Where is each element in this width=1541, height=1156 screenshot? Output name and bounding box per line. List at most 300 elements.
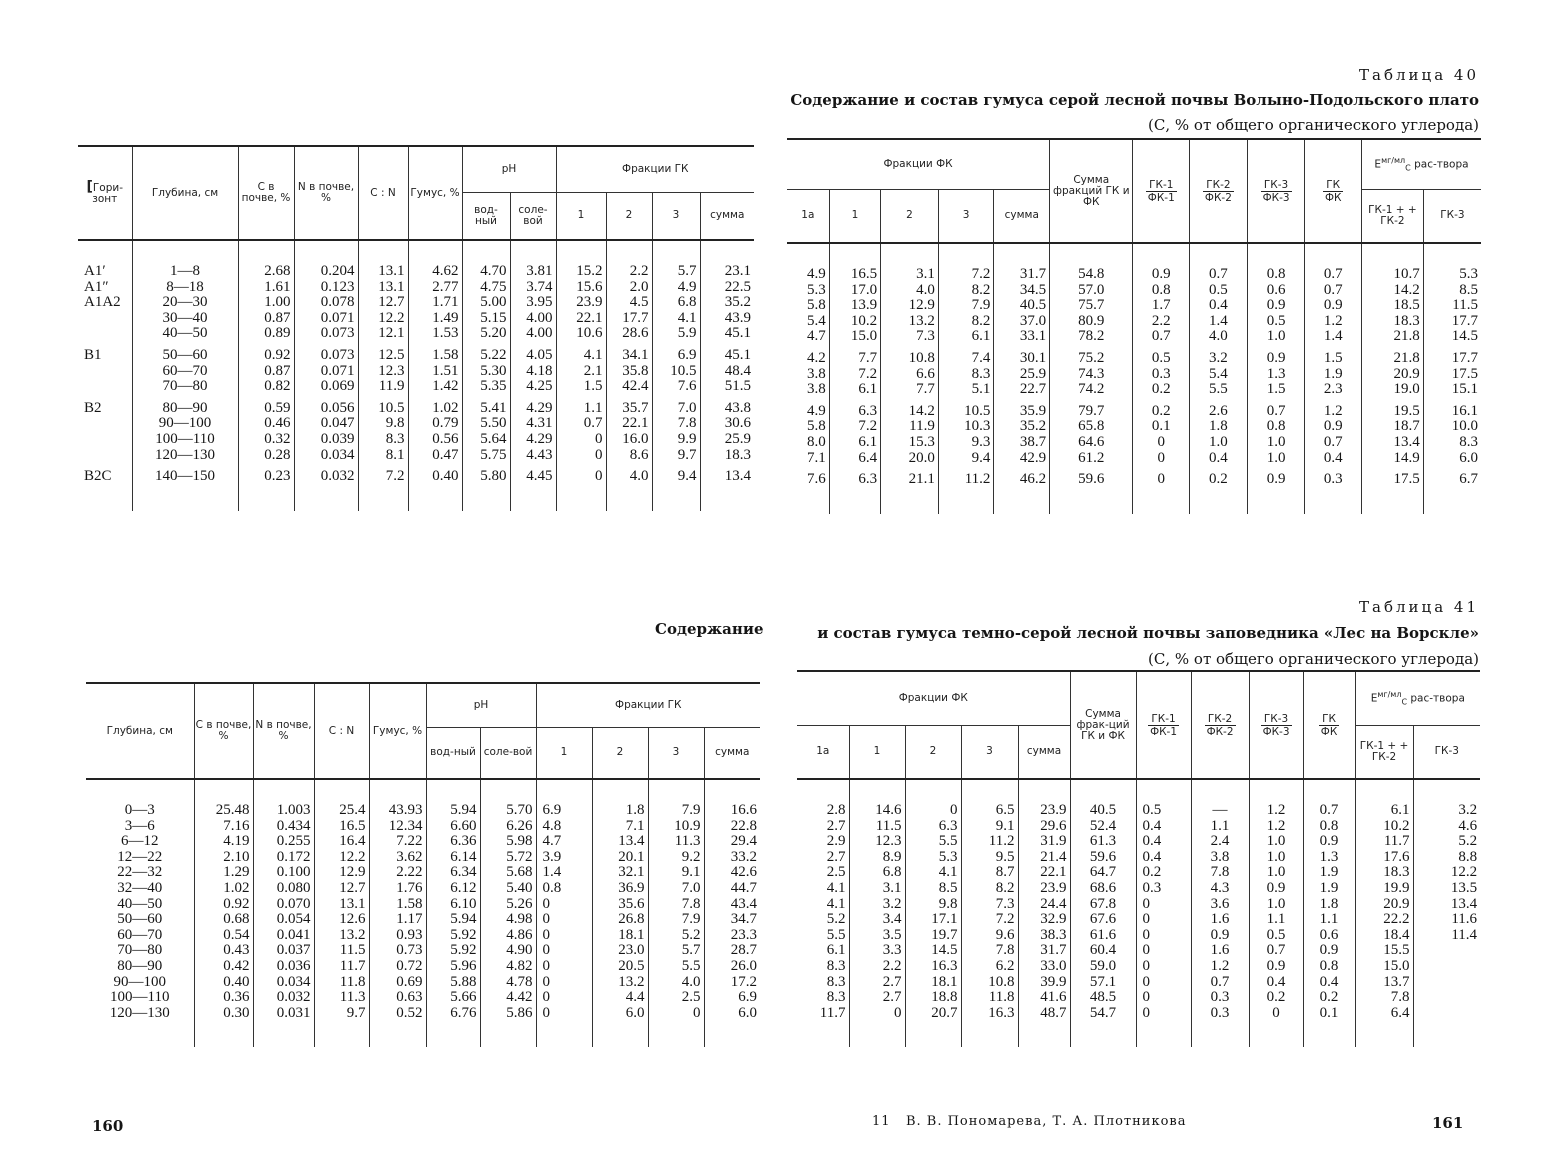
r-cell: 0.7 xyxy=(1305,283,1362,299)
fk1a-cell: 8.3 xyxy=(797,975,849,991)
fk3-cell: 6.5 xyxy=(961,803,1018,819)
r2-cell: 2.6 xyxy=(1190,404,1248,420)
fk2-cell: 17.1 xyxy=(905,912,961,928)
humus-cell: 0.73 xyxy=(369,943,426,959)
r-cell: 0.4 xyxy=(1303,975,1355,991)
humus-cell: 1.53 xyxy=(408,326,462,342)
spacer-cell xyxy=(652,240,700,264)
ph_salt-cell: 4.00 xyxy=(510,326,556,342)
r-cell: 0.1 xyxy=(1303,1006,1355,1022)
total-cell: 67.6 xyxy=(1070,912,1136,928)
cn-cell: 9.7 xyxy=(314,1006,369,1022)
fk1a-cell: 4.1 xyxy=(797,897,849,913)
fk1a-cell: 5.3 xyxy=(787,283,829,299)
e12-cell: 18.3 xyxy=(1355,865,1413,881)
r1-cell: 0.4 xyxy=(1136,834,1191,850)
depth-cell: 0—3 xyxy=(86,803,194,819)
gk1-cell: 0 xyxy=(536,1006,592,1022)
gk2-cell: 4.0 xyxy=(606,469,652,485)
fksum-cell: 31.7 xyxy=(994,267,1050,283)
spacer-cell xyxy=(358,240,408,264)
gk2-cell: 1.8 xyxy=(592,803,648,819)
table-row xyxy=(797,943,1480,959)
t41-c-header: С в почве, % xyxy=(194,683,253,779)
c-cell: 1.02 xyxy=(194,881,253,897)
table-row xyxy=(797,1006,1480,1022)
e3-cell xyxy=(1413,1006,1480,1022)
fk1-cell: 8.9 xyxy=(849,850,905,866)
fksum-cell: 48.7 xyxy=(1018,1006,1070,1022)
r1-cell: 0.4 xyxy=(1136,819,1191,835)
c-cell: 0.23 xyxy=(238,469,294,485)
r-cell: 1.8 xyxy=(1303,897,1355,913)
gk3-cell: 9.9 xyxy=(652,432,700,448)
ph_water-cell: 4.70 xyxy=(462,264,510,280)
fk3-cell: 6.1 xyxy=(938,329,994,345)
fk1a-cell: 5.8 xyxy=(787,298,829,314)
ph_water-cell: 6.14 xyxy=(426,850,480,866)
total-cell: 57.0 xyxy=(1050,283,1133,299)
fk2-cell: 12.9 xyxy=(881,298,939,314)
e3-cell: 17.7 xyxy=(1423,351,1481,367)
fk1-cell: 2.7 xyxy=(849,990,905,1006)
e3-cell: 3.2 xyxy=(1413,803,1480,819)
spacer-cell xyxy=(1303,779,1355,803)
horizon-cell: A1A2 xyxy=(78,295,132,311)
spacer-cell xyxy=(1413,1021,1480,1047)
r3-cell: 0.9 xyxy=(1247,298,1305,314)
c-cell: 7.16 xyxy=(194,819,253,835)
gk1-cell: 1.5 xyxy=(556,379,606,395)
r-cell: 0.7 xyxy=(1305,267,1362,283)
total-cell: 79.7 xyxy=(1050,404,1133,420)
gk3-cell: 10.5 xyxy=(652,364,700,380)
fk2-cell: 14.5 xyxy=(905,943,961,959)
spacer-cell xyxy=(369,779,426,803)
spacer-cell xyxy=(1190,243,1248,267)
fksum-cell: 33.0 xyxy=(1018,959,1070,975)
total-cell: 61.3 xyxy=(1070,834,1136,850)
total-cell: 65.8 xyxy=(1050,419,1133,435)
r1-cell: 0.5 xyxy=(1133,351,1190,367)
ph_water-cell: 5.41 xyxy=(462,401,510,417)
cn-cell: 12.9 xyxy=(314,865,369,881)
cn-cell: 13.1 xyxy=(358,264,408,280)
gk1-cell: 1.4 xyxy=(536,865,592,881)
ph_salt-cell: 4.78 xyxy=(480,975,536,991)
ph_salt-cell: 4.00 xyxy=(510,311,556,327)
gk2-cell: 13.2 xyxy=(592,975,648,991)
n-cell: 0.034 xyxy=(294,448,358,464)
fk1-cell: 7.7 xyxy=(829,351,880,367)
spacer-cell xyxy=(700,240,754,264)
fksum-cell: 23.9 xyxy=(1018,803,1070,819)
gk-fractions-header: Фракции ГК xyxy=(556,146,754,192)
r2-cell: 4.0 xyxy=(1190,329,1248,345)
gk2-cell: 4.5 xyxy=(606,295,652,311)
gk1-cell: 0 xyxy=(536,943,592,959)
fksum-cell: 35.9 xyxy=(994,404,1050,420)
e3-cell xyxy=(1413,959,1480,975)
table-row xyxy=(78,311,754,327)
gksum-cell: 51.5 xyxy=(700,379,754,395)
humus-cell: 2.22 xyxy=(369,865,426,881)
gk2-cell: 42.4 xyxy=(606,379,652,395)
depth-cell: 120—130 xyxy=(132,448,238,464)
table-row xyxy=(86,943,760,959)
spacer-cell xyxy=(606,485,652,511)
spacer-cell xyxy=(369,1021,426,1047)
gk3-cell: 0 xyxy=(648,1006,704,1022)
r1-cell: 0 xyxy=(1136,1006,1191,1022)
gksum-cell: 23.3 xyxy=(704,928,760,944)
gk2-cell: 18.1 xyxy=(592,928,648,944)
ph_water-cell: 5.75 xyxy=(462,448,510,464)
fk1a-cell: 8.3 xyxy=(797,990,849,1006)
ratio-header: $\frac{ГК}{ФК}$ xyxy=(1305,139,1362,243)
e12-cell: 22.2 xyxy=(1355,912,1413,928)
gk2-cell: 20.5 xyxy=(592,959,648,975)
n-cell: 0.073 xyxy=(294,326,358,342)
r1-cell: 0 xyxy=(1133,435,1190,451)
c-cell: 0.36 xyxy=(194,990,253,1006)
spacer-cell xyxy=(1249,779,1303,803)
e12-cell: 18.7 xyxy=(1362,419,1424,435)
humus-cell: 1.02 xyxy=(408,401,462,417)
e3-cell: 11.5 xyxy=(1423,298,1481,314)
ph_water-cell: 5.80 xyxy=(462,469,510,485)
horizon-cell xyxy=(78,448,132,464)
e12-cell: 19.5 xyxy=(1362,404,1424,420)
r2-cell: 3.8 xyxy=(1191,850,1249,866)
ph_water-cell: 5.66 xyxy=(426,990,480,1006)
gksum-cell: 30.6 xyxy=(700,416,754,432)
cn-cell: 12.7 xyxy=(358,295,408,311)
gk1-cell: 0 xyxy=(536,928,592,944)
fk1-cell: 3.4 xyxy=(849,912,905,928)
r1-cell: 0 xyxy=(1136,975,1191,991)
r1-cell: 0.1 xyxy=(1133,419,1190,435)
fksum-cell: 37.0 xyxy=(994,314,1050,330)
table-row xyxy=(86,819,760,835)
table41-subtitle: (С, % от общего органического углерода) xyxy=(1148,650,1479,668)
fk2-cell: 6.3 xyxy=(905,819,961,835)
e12-cell: 18.5 xyxy=(1362,298,1424,314)
table-row xyxy=(86,990,760,1006)
fk1-cell: 14.6 xyxy=(849,803,905,819)
fk2-cell: 21.1 xyxy=(881,472,939,488)
ph_salt-cell: 4.05 xyxy=(510,348,556,364)
ph_water-cell: 5.92 xyxy=(426,943,480,959)
c-cell: 25.48 xyxy=(194,803,253,819)
e12-cell: 20.9 xyxy=(1362,367,1424,383)
gk3-cell: 9.2 xyxy=(648,850,704,866)
table-row xyxy=(787,329,1481,345)
r2-cell: 0.2 xyxy=(1190,472,1248,488)
table41-title-right: и состав гумуса темно-серой лесной почвы заповедника «Лес на Ворскле» xyxy=(817,624,1479,642)
spacer-cell xyxy=(556,485,606,511)
fk1a-cell: 4.2 xyxy=(787,351,829,367)
fk1a-cell: 4.9 xyxy=(787,267,829,283)
humus-cell: 2.77 xyxy=(408,280,462,296)
gk3-cell: 4.0 xyxy=(648,975,704,991)
r2-cell: 1.8 xyxy=(1190,419,1248,435)
e12-cell: 20.9 xyxy=(1355,897,1413,913)
r-cell: 1.3 xyxy=(1303,850,1355,866)
r1-cell: 0.9 xyxy=(1133,267,1190,283)
ph_salt-cell: 4.18 xyxy=(510,364,556,380)
r-cell: 0.9 xyxy=(1305,298,1362,314)
spacer-cell xyxy=(426,1021,480,1047)
e3-cell: 6.7 xyxy=(1423,472,1481,488)
humus-cell: 1.51 xyxy=(408,364,462,380)
spacer-cell xyxy=(829,488,880,514)
spacer-cell xyxy=(1136,779,1191,803)
r2-cell: 7.8 xyxy=(1191,865,1249,881)
horizon-cell: B2C xyxy=(78,469,132,485)
r-cell: 1.2 xyxy=(1305,404,1362,420)
horizon-cell: A1′ xyxy=(78,264,132,280)
ph_salt-cell: 4.31 xyxy=(510,416,556,432)
ph_water-cell: 5.88 xyxy=(426,975,480,991)
fksum-cell: 42.9 xyxy=(994,451,1050,467)
humus-cell: 7.22 xyxy=(369,834,426,850)
fk1a-cell: 3.8 xyxy=(787,367,829,383)
r2-cell: 0.7 xyxy=(1190,267,1248,283)
n-cell: 1.003 xyxy=(253,803,314,819)
cn-cell: 12.1 xyxy=(358,326,408,342)
ph_water-cell: 5.22 xyxy=(462,348,510,364)
spacer-cell xyxy=(238,485,294,511)
spacer-cell xyxy=(1249,1021,1303,1047)
fk3-cell: 10.8 xyxy=(961,975,1018,991)
spacer-cell xyxy=(1133,488,1190,514)
depth-cell: 12—22 xyxy=(86,850,194,866)
e3-cell xyxy=(1413,990,1480,1006)
ph_water-cell: 4.75 xyxy=(462,280,510,296)
e3-cell xyxy=(1413,975,1480,991)
e3-cell: 12.2 xyxy=(1413,865,1480,881)
fksum-cell: 22.1 xyxy=(1018,865,1070,881)
e12-cell: 10.7 xyxy=(1362,267,1424,283)
spacer-cell xyxy=(1247,243,1305,267)
e12-cell: 7.8 xyxy=(1355,990,1413,1006)
e3-cell: 14.5 xyxy=(1423,329,1481,345)
depth-header: Глубина, см xyxy=(132,146,238,240)
table-row xyxy=(78,469,754,485)
total-cell: 40.5 xyxy=(1070,803,1136,819)
e3-header: ГК-3 xyxy=(1423,189,1481,243)
fk1-cell: 3.2 xyxy=(849,897,905,913)
ph_water-cell: 6.76 xyxy=(426,1006,480,1022)
fk3-cell: 8.2 xyxy=(961,881,1018,897)
spacer-cell xyxy=(704,1021,760,1047)
fk2-cell: 7.7 xyxy=(881,382,939,398)
r1-cell: 0.2 xyxy=(1133,382,1190,398)
fk3-cell: 8.2 xyxy=(938,283,994,299)
gk1-cell: 0 xyxy=(536,975,592,991)
gksum-cell: 13.4 xyxy=(700,469,754,485)
fk2-cell: 7.3 xyxy=(881,329,939,345)
fk1a-cell: 2.8 xyxy=(797,803,849,819)
fk1-cell: 7.2 xyxy=(829,419,880,435)
gk3-cell: 9.7 xyxy=(652,448,700,464)
r2-cell: 1.2 xyxy=(1191,959,1249,975)
r-cell: 1.5 xyxy=(1305,351,1362,367)
e3-cell: 8.5 xyxy=(1423,283,1481,299)
humus-cell: 43.93 xyxy=(369,803,426,819)
horizon-cell xyxy=(78,326,132,342)
spacer-cell xyxy=(78,485,132,511)
fk3-cell: 9.5 xyxy=(961,850,1018,866)
fk1-cell: 15.0 xyxy=(829,329,880,345)
depth-cell: 40—50 xyxy=(132,326,238,342)
r2-cell: 1.6 xyxy=(1191,912,1249,928)
gk1-cell: 4.1 xyxy=(556,348,606,364)
c-cell: 2.68 xyxy=(238,264,294,280)
r-cell: 0.7 xyxy=(1305,435,1362,451)
ph_salt-cell: 4.98 xyxy=(480,912,536,928)
r-cell: 1.4 xyxy=(1305,329,1362,345)
gk1-cell: 6.9 xyxy=(536,803,592,819)
fk2-cell: 10.8 xyxy=(881,351,939,367)
e3-cell: 5.3 xyxy=(1423,267,1481,283)
cn-cell: 11.3 xyxy=(314,990,369,1006)
r3-cell: 1.0 xyxy=(1247,329,1305,345)
total-cell: 78.2 xyxy=(1050,329,1133,345)
e3-cell: 11.4 xyxy=(1413,928,1480,944)
spacer-cell xyxy=(1423,488,1481,514)
table-row xyxy=(797,912,1480,928)
cn-cell: 12.5 xyxy=(358,348,408,364)
page-number-left: 160 xyxy=(92,1117,124,1135)
spacer-cell xyxy=(1362,243,1424,267)
n-cell: 0.073 xyxy=(294,348,358,364)
cn-cell: 11.9 xyxy=(358,379,408,395)
cn-cell: 12.2 xyxy=(358,311,408,327)
table-row xyxy=(787,404,1481,420)
spacer-cell xyxy=(592,1021,648,1047)
horizon-cell xyxy=(78,416,132,432)
fk1-cell: 6.3 xyxy=(829,472,880,488)
depth-cell: 40—50 xyxy=(86,897,194,913)
spacer-cell xyxy=(797,1021,849,1047)
n-cell: 0.078 xyxy=(294,295,358,311)
fk3-cell: 11.8 xyxy=(961,990,1018,1006)
e12-cell: 13.4 xyxy=(1362,435,1424,451)
gk1-cell: 0.7 xyxy=(556,416,606,432)
gk3-cell: 5.9 xyxy=(652,326,700,342)
gk2-cell: 35.7 xyxy=(606,401,652,417)
r-cell: 0.9 xyxy=(1303,943,1355,959)
table-row xyxy=(86,912,760,928)
gksum-cell: 43.9 xyxy=(700,311,754,327)
fk1-cell: 6.8 xyxy=(849,865,905,881)
humus-cell: 1.58 xyxy=(408,348,462,364)
t41-fksum-header: сумма xyxy=(1018,725,1070,779)
table-row xyxy=(787,351,1481,367)
table-row xyxy=(797,834,1480,850)
fksum-cell: 39.9 xyxy=(1018,975,1070,991)
r-cell: 1.1 xyxy=(1303,912,1355,928)
c-cell: 0.32 xyxy=(238,432,294,448)
gk1-cell: 0 xyxy=(556,432,606,448)
fk2-cell: 0 xyxy=(905,803,961,819)
fksum-cell: 34.5 xyxy=(994,283,1050,299)
spacer-cell xyxy=(408,240,462,264)
fk1-cell: 3.1 xyxy=(849,881,905,897)
table40-left xyxy=(78,145,754,511)
t41-gk2-header: 2 xyxy=(592,727,648,779)
horizon-cell: B2 xyxy=(78,401,132,417)
fk3-cell: 10.5 xyxy=(938,404,994,420)
t41-e3-header: ГК-3 xyxy=(1413,725,1480,779)
gk2-cell: 22.1 xyxy=(606,416,652,432)
depth-cell: 80—90 xyxy=(86,959,194,975)
gk3-cell: 7.8 xyxy=(652,416,700,432)
total-cell: 75.2 xyxy=(1050,351,1133,367)
e12-header: ГК-1 + + ГК-2 xyxy=(1362,189,1424,243)
n-header: N в почве, % xyxy=(294,146,358,240)
fksum-cell: 46.2 xyxy=(994,472,1050,488)
n-cell: 0.054 xyxy=(253,912,314,928)
r3-cell: 0.9 xyxy=(1249,881,1303,897)
table-row xyxy=(86,834,760,850)
r2-cell: 0.3 xyxy=(1191,1006,1249,1022)
humus-cell: 1.76 xyxy=(369,881,426,897)
fksum-cell: 35.2 xyxy=(994,419,1050,435)
fksum-cell: 30.1 xyxy=(994,351,1050,367)
horizon-header: [Гори-зонт xyxy=(78,146,132,240)
ph_water-cell: 6.60 xyxy=(426,819,480,835)
fk1a-cell: 2.7 xyxy=(797,819,849,835)
r2-cell: 0.5 xyxy=(1190,283,1248,299)
spacer-cell xyxy=(238,240,294,264)
spacer-cell xyxy=(132,485,238,511)
table-row xyxy=(797,975,1480,991)
spacer-cell xyxy=(314,779,369,803)
depth-cell: 32—40 xyxy=(86,881,194,897)
ph_salt-cell: 5.26 xyxy=(480,897,536,913)
fksum-cell: 23.9 xyxy=(1018,881,1070,897)
horizon-cell: A1″ xyxy=(78,280,132,296)
fk1-cell: 11.5 xyxy=(849,819,905,835)
r1-cell: 0.3 xyxy=(1133,367,1190,383)
table40-caption: Таблица 40 xyxy=(1359,66,1479,84)
fksum-cell: 22.7 xyxy=(994,382,1050,398)
total-cell: 61.6 xyxy=(1070,928,1136,944)
r3-cell: 0.9 xyxy=(1247,472,1305,488)
spacer-cell xyxy=(961,779,1018,803)
t41-gk1-header: 1 xyxy=(536,727,592,779)
e3-cell: 17.5 xyxy=(1423,367,1481,383)
table-row xyxy=(86,865,760,881)
spacer-cell xyxy=(294,485,358,511)
fk2-cell: 18.1 xyxy=(905,975,961,991)
cn-cell: 11.5 xyxy=(314,943,369,959)
ph_salt-cell: 3.74 xyxy=(510,280,556,296)
table40-title: Содержание и состав гумуса серой лесной почвы Волыно-Подольского плато xyxy=(790,91,1479,109)
gk1-cell: 0 xyxy=(556,469,606,485)
fk2-header: 2 xyxy=(881,189,939,243)
table40-right xyxy=(787,138,1481,514)
spacer-cell xyxy=(1247,488,1305,514)
depth-cell: 6—12 xyxy=(86,834,194,850)
fk-fractions-header: Фракции ФК xyxy=(787,139,1050,189)
table41-title-left: Содержание xyxy=(655,620,764,638)
spacer-cell xyxy=(849,779,905,803)
ph_salt-cell: 5.86 xyxy=(480,1006,536,1022)
